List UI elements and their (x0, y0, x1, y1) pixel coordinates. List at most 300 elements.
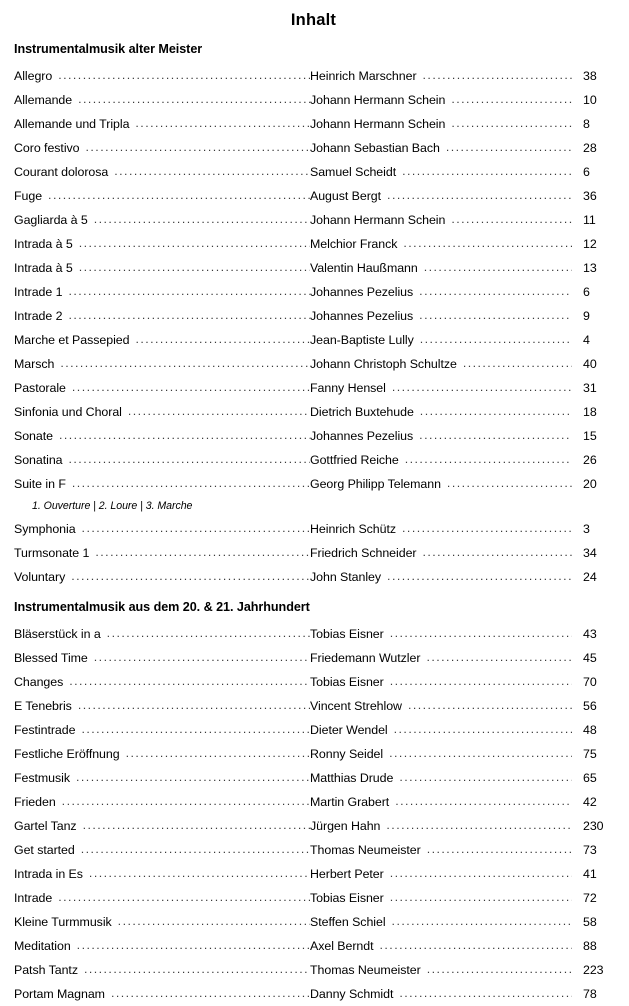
entry-page-number: 41 (583, 867, 597, 881)
entry-composer-column (310, 790, 613, 814)
entry-page-number: 18 (583, 405, 597, 419)
entry-title-column (14, 982, 310, 1006)
dot-leader (60, 352, 310, 375)
entry-title: Frieden (14, 795, 56, 809)
entry-title: Changes (14, 675, 64, 689)
dot-leader (395, 790, 572, 813)
entry-page-number: 56 (583, 699, 597, 713)
entry-composer-column (310, 160, 613, 184)
entry-title: Gartel Tanz (14, 819, 77, 833)
entry-title-column (14, 958, 310, 982)
entry-title: Marche et Passepied (14, 333, 130, 347)
entry-title: Symphonia (14, 522, 76, 536)
entry-page-number: 9 (583, 309, 590, 323)
dot-leader (390, 622, 572, 645)
toc-entry[interactable] (14, 910, 613, 934)
entry-title-column (14, 670, 310, 694)
entry-composer-column (310, 718, 613, 742)
toc-entry[interactable] (14, 400, 613, 424)
toc-list (14, 64, 613, 589)
toc-entry[interactable] (14, 280, 613, 304)
entry-composer-column (310, 646, 613, 670)
entry-page-number: 58 (583, 915, 597, 929)
dot-leader (402, 517, 572, 540)
dot-leader (107, 622, 310, 645)
entry-page-number: 15 (583, 429, 597, 443)
entry-composer-column (310, 232, 613, 256)
entry-title: Meditation (14, 939, 71, 953)
dot-leader (48, 184, 310, 207)
dot-leader (135, 112, 310, 135)
entry-page-number: 38 (583, 69, 597, 83)
dot-leader (111, 982, 310, 1005)
dot-leader (86, 136, 310, 159)
entry-title: Courant dolorosa (14, 165, 109, 179)
dot-leader (399, 766, 572, 789)
dot-leader (402, 160, 572, 183)
entry-title: Kleine Turmmusik (14, 915, 112, 929)
entry-title-column (14, 64, 310, 88)
entry-title: Marsch (14, 357, 55, 371)
entry-title: Portam Magnam (14, 987, 105, 1001)
entry-page-number: 36 (583, 189, 597, 203)
entry-composer: August Bergt (310, 189, 382, 203)
toc-entry[interactable] (14, 112, 613, 136)
entry-title: Voluntary (14, 570, 66, 584)
dot-leader (84, 958, 310, 981)
entry-page-number: 45 (583, 651, 597, 665)
entry-composer-column (310, 622, 613, 646)
toc-entry[interactable] (14, 670, 613, 694)
entry-movements: 1. Ouverture | 2. Loure | 3. Marche (32, 500, 193, 512)
entry-page-number: 72 (583, 891, 597, 905)
entry-title: Blessed Time (14, 651, 88, 665)
entry-title-column (14, 622, 310, 646)
entry-page-number: 11 (583, 213, 596, 227)
dot-leader (380, 934, 572, 957)
entry-page-number: 40 (583, 357, 597, 371)
entry-title: Bläserstück in a (14, 627, 101, 641)
toc-entry[interactable] (14, 766, 613, 790)
entry-title: Intrade 1 (14, 285, 63, 299)
entry-composer: Gottfried Reiche (310, 453, 399, 467)
dot-leader (427, 958, 572, 981)
entry-composer-column (310, 982, 613, 1006)
entry-title-column (14, 814, 310, 838)
toc-entry[interactable] (14, 208, 613, 232)
entry-composer-column (310, 88, 613, 112)
entry-title-column (14, 472, 310, 496)
entry-title-column (14, 448, 310, 472)
entry-composer: Heinrich Schütz (310, 522, 397, 536)
toc-entry[interactable] (14, 160, 613, 184)
toc-list (14, 622, 613, 1006)
entry-composer-column (310, 766, 613, 790)
entry-composer-column (310, 862, 613, 886)
entry-composer: Melchior Franck (310, 237, 398, 251)
entry-title: Festliche Eröffnung (14, 747, 120, 761)
entry-composer-column (310, 814, 613, 838)
entry-title: Suite in F (14, 477, 66, 491)
entry-title-column (14, 112, 310, 136)
toc-entry[interactable] (14, 472, 613, 496)
dot-leader (387, 565, 572, 588)
dot-leader (427, 838, 572, 861)
toc-entry[interactable] (14, 790, 613, 814)
dot-leader (69, 448, 310, 471)
section-heading: Instrumentalmusik aus dem 20. & 21. Jahrhundert (14, 600, 310, 614)
toc-entry[interactable] (14, 232, 613, 256)
entry-title: Gagliarda à 5 (14, 213, 88, 227)
dot-leader (58, 64, 310, 87)
entry-composer: Johann Christoph Schultze (310, 357, 457, 371)
entry-composer-column (310, 742, 613, 766)
entry-composer-column (310, 472, 613, 496)
dot-leader (419, 304, 572, 327)
entry-title: Sonate (14, 429, 53, 443)
entry-composer: Johann Hermann Schein (310, 213, 446, 227)
dot-leader (403, 232, 572, 255)
entry-title: Allemande (14, 93, 73, 107)
entry-composer: Heinrich Marschner (310, 69, 417, 83)
dot-leader (128, 400, 310, 423)
dot-leader (62, 790, 310, 813)
entry-title-column (14, 376, 310, 400)
dot-leader (420, 328, 572, 351)
entry-composer: Fanny Hensel (310, 381, 386, 395)
entry-title: Intrade 2 (14, 309, 63, 323)
entry-page-number: 20 (583, 477, 597, 491)
entry-page-number: 88 (583, 939, 597, 953)
toc-entry[interactable] (14, 718, 613, 742)
entry-composer: Steffen Schiel (310, 915, 386, 929)
sections-container (14, 31, 613, 1006)
entry-page-number: 4 (583, 333, 590, 347)
entry-composer: Johann Sebastian Bach (310, 141, 440, 155)
entry-title-column (14, 541, 310, 565)
entry-page-number: 3 (583, 522, 590, 536)
entry-composer: Johannes Pezelius (310, 429, 414, 443)
dot-leader (81, 718, 310, 741)
dot-leader (399, 982, 572, 1005)
toc-entry[interactable] (14, 256, 613, 280)
toc-entry[interactable] (14, 352, 613, 376)
dot-leader (387, 184, 572, 207)
page-title: Inhalt (290, 11, 337, 29)
toc-entry[interactable] (14, 64, 613, 88)
entry-page-number: 75 (583, 747, 597, 761)
entry-composer-column (310, 280, 613, 304)
toc-entry[interactable] (14, 328, 613, 352)
entry-composer: Thomas Neumeister (310, 963, 421, 977)
toc-entry[interactable] (14, 136, 613, 160)
entry-composer: Martin Grabert (310, 795, 390, 809)
dot-leader (114, 160, 310, 183)
toc-entry[interactable] (14, 304, 613, 328)
entry-composer-column (310, 886, 613, 910)
toc-entry[interactable] (14, 838, 613, 862)
entry-title-column (14, 742, 310, 766)
entry-title: Turmsonate 1 (14, 546, 90, 560)
toc-entry[interactable] (14, 958, 613, 982)
entry-composer-column (310, 541, 613, 565)
entry-composer: Tobias Eisner (310, 627, 384, 641)
dot-leader (394, 718, 572, 741)
toc-entry[interactable] (14, 982, 613, 1006)
entry-composer: Valentin Haußmann (310, 261, 418, 275)
toc-entry[interactable] (14, 886, 613, 910)
entry-page-number: 78 (583, 987, 597, 1001)
entry-title-column (14, 256, 310, 280)
toc-entry[interactable] (14, 541, 613, 565)
dot-leader (78, 694, 310, 717)
entry-composer: Tobias Eisner (310, 675, 384, 689)
entry-composer: Jean-Baptiste Lully (310, 333, 414, 347)
entry-page-number: 28 (583, 141, 597, 155)
dot-leader (78, 88, 310, 111)
entry-title: Allegro (14, 69, 53, 83)
entry-title: Festintrade (14, 723, 76, 737)
entry-composer: Friedemann Wutzler (310, 651, 421, 665)
entry-composer-column (310, 934, 613, 958)
dot-leader (72, 472, 310, 495)
entry-page-number: 43 (583, 627, 597, 641)
toc-entry[interactable] (14, 646, 613, 670)
entry-composer-column (310, 400, 613, 424)
entry-title-column (14, 838, 310, 862)
entry-page-number: 65 (583, 771, 597, 785)
toc-entry[interactable] (14, 424, 613, 448)
entry-page-number: 6 (583, 285, 590, 299)
dot-leader (390, 886, 572, 909)
dot-leader (82, 517, 310, 540)
dot-leader (390, 862, 572, 885)
entry-page-number: 230 (583, 819, 604, 833)
dot-leader (126, 742, 310, 765)
toc-entry[interactable] (14, 742, 613, 766)
entry-title-column (14, 232, 310, 256)
entry-composer-column (310, 670, 613, 694)
dot-leader (419, 424, 572, 447)
dot-leader (68, 280, 310, 303)
entry-title: Get started (14, 843, 75, 857)
entry-composer: Georg Philipp Telemann (310, 477, 441, 491)
entry-composer: Johann Hermann Schein (310, 117, 446, 131)
dot-leader (392, 376, 572, 399)
entry-title-column (14, 400, 310, 424)
entry-composer: John Stanley (310, 570, 382, 584)
dot-leader (446, 136, 572, 159)
dot-leader (463, 352, 572, 375)
entry-composer-column (310, 958, 613, 982)
entry-title-column (14, 886, 310, 910)
entry-title: Intrade (14, 891, 53, 905)
toc-entry[interactable] (14, 814, 613, 838)
entry-page-number: 26 (583, 453, 597, 467)
entry-composer-column (310, 352, 613, 376)
entry-composer-column (310, 565, 613, 589)
entry-title: Coro festivo (14, 141, 80, 155)
entry-title: Pastorale (14, 381, 66, 395)
dot-leader (83, 814, 310, 837)
dot-leader (389, 742, 572, 765)
entry-title: E Tenebris (14, 699, 72, 713)
dot-leader (118, 910, 310, 933)
toc-entry[interactable] (14, 448, 613, 472)
entry-title-column (14, 934, 310, 958)
dot-leader (77, 934, 310, 957)
dot-leader (392, 910, 572, 933)
dot-leader (424, 256, 572, 279)
dot-leader (447, 472, 572, 495)
entry-title: Allemande und Tripla (14, 117, 130, 131)
entry-composer-column (310, 256, 613, 280)
entry-title: Intrada in Es (14, 867, 83, 881)
entry-composer: Samuel Scheidt (310, 165, 397, 179)
dot-leader (76, 766, 310, 789)
entry-title-column (14, 136, 310, 160)
dot-leader (81, 838, 310, 861)
toc-entry[interactable] (14, 565, 613, 589)
dot-leader (451, 88, 572, 111)
entry-title-column (14, 790, 310, 814)
dot-leader (422, 541, 572, 564)
entry-title-column (14, 646, 310, 670)
toc-entry[interactable] (14, 862, 613, 886)
entry-page-number: 70 (583, 675, 597, 689)
entry-composer-column (310, 424, 613, 448)
entry-title-column (14, 328, 310, 352)
entry-composer-column (310, 376, 613, 400)
entry-composer-column (310, 304, 613, 328)
entry-title-column (14, 304, 310, 328)
entry-composer-column (310, 112, 613, 136)
entry-title: Sinfonia und Choral (14, 405, 122, 419)
entry-title-column (14, 694, 310, 718)
dot-leader (426, 646, 572, 669)
entry-title-column (14, 910, 310, 934)
entry-page-number: 31 (583, 381, 597, 395)
entry-composer-column (310, 838, 613, 862)
dot-leader (419, 280, 572, 303)
entry-title-column (14, 766, 310, 790)
toc-entry[interactable] (14, 622, 613, 646)
toc-entry[interactable] (14, 88, 613, 112)
entry-title: Fuge (14, 189, 43, 203)
toc-entry[interactable] (14, 517, 613, 541)
entry-composer: Johann Hermann Schein (310, 93, 446, 107)
entry-page-number: 48 (583, 723, 597, 737)
entry-page-number: 223 (583, 963, 604, 977)
entry-title: Sonatina (14, 453, 63, 467)
entry-composer-column (310, 136, 613, 160)
dot-leader (71, 565, 310, 588)
entry-title-column (14, 88, 310, 112)
entry-composer: Johannes Pezelius (310, 285, 414, 299)
dot-leader (408, 694, 572, 717)
entry-page-number: 10 (583, 93, 597, 107)
dot-leader (72, 376, 310, 399)
entry-title: Festmusik (14, 771, 71, 785)
entry-page-number: 6 (583, 165, 590, 179)
dot-leader (386, 814, 572, 837)
toc-entry[interactable] (14, 376, 613, 400)
entry-title-column (14, 517, 310, 541)
dot-leader (89, 862, 310, 885)
dot-leader (135, 328, 310, 351)
dot-leader (405, 448, 572, 471)
dot-leader (94, 646, 310, 669)
entry-composer-column (310, 328, 613, 352)
dot-leader (59, 424, 310, 447)
entry-page-number: 12 (583, 237, 597, 251)
entry-title-column (14, 208, 310, 232)
entry-composer: Friedrich Schneider (310, 546, 417, 560)
dot-leader (58, 886, 310, 909)
entry-composer: Axel Berndt (310, 939, 374, 953)
entry-title-column (14, 352, 310, 376)
dot-leader (451, 208, 572, 231)
entry-title-column (14, 160, 310, 184)
entry-page-number: 13 (583, 261, 597, 275)
dot-leader (79, 256, 310, 279)
entry-composer: Johannes Pezelius (310, 309, 414, 323)
entry-composer-column (310, 910, 613, 934)
entry-title-column (14, 424, 310, 448)
entry-composer-column (310, 694, 613, 718)
entry-composer: Matthias Drude (310, 771, 394, 785)
toc-entry[interactable] (14, 694, 613, 718)
entry-composer-column (310, 517, 613, 541)
entry-composer: Jürgen Hahn (310, 819, 381, 833)
entry-title: Patsh Tantz (14, 963, 78, 977)
dot-leader (68, 304, 310, 327)
dot-leader (390, 670, 572, 693)
toc-entry[interactable] (14, 934, 613, 958)
entry-composer: Vincent Strehlow (310, 699, 402, 713)
entry-page-number: 8 (583, 117, 590, 131)
entry-page-number: 34 (583, 546, 597, 560)
dot-leader (79, 232, 310, 255)
entry-composer: Tobias Eisner (310, 891, 384, 905)
entry-title: Intrada à 5 (14, 237, 73, 251)
entry-composer: Thomas Neumeister (310, 843, 421, 857)
entry-title: Intrada à 5 (14, 261, 73, 275)
entry-composer: Dieter Wendel (310, 723, 388, 737)
section-heading: Instrumentalmusik alter Meister (14, 42, 203, 56)
toc-entry[interactable] (14, 184, 613, 208)
entry-page-number: 73 (583, 843, 597, 857)
entry-title-column (14, 184, 310, 208)
dot-leader (69, 670, 310, 693)
entry-composer: Danny Schmidt (310, 987, 394, 1001)
dot-leader (95, 541, 310, 564)
entry-composer-column (310, 448, 613, 472)
entry-title-column (14, 565, 310, 589)
entry-composer-column (310, 184, 613, 208)
entry-composer-column (310, 208, 613, 232)
entry-page-number: 24 (583, 570, 597, 584)
dot-leader (420, 400, 572, 423)
dot-leader (94, 208, 310, 231)
dot-leader (451, 112, 572, 135)
entry-composer-column (310, 64, 613, 88)
entry-title-column (14, 718, 310, 742)
entry-composer: Herbert Peter (310, 867, 384, 881)
entry-composer: Dietrich Buxtehude (310, 405, 414, 419)
dot-leader (423, 64, 572, 87)
entry-page-number: 42 (583, 795, 597, 809)
